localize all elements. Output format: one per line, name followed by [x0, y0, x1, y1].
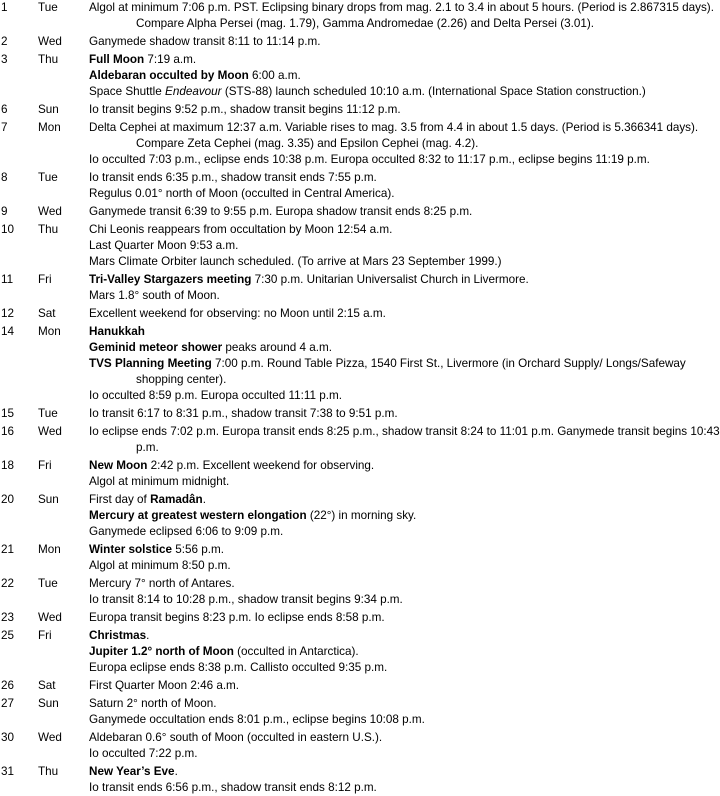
- day-row: [0, 458, 720, 490]
- day-row: [0, 52, 720, 100]
- event-entry: [89, 660, 720, 676]
- event-text: (22°) in morning sky.: [306, 509, 417, 522]
- event-entry: [89, 628, 720, 644]
- event-text: Europa transit begins 8:23 p.m. Io eclipse ends 8:58 p.m.: [89, 611, 385, 624]
- day-row: [0, 120, 720, 168]
- event-entry: [89, 780, 720, 796]
- day-number: 27: [1, 697, 15, 710]
- event-entry: [89, 388, 720, 404]
- event-highlight: Christmas: [89, 629, 147, 642]
- day-number: 12: [1, 307, 15, 320]
- event-entry: [89, 170, 720, 186]
- event-text: Delta Cephei at maximum 12:37 a.m. Variable rises to mag. 3.5 from 4.4 in about 1.5 days. (Period is 5.366341 days). Compare Zeta Cephei (mag. 3.35) and Epsilon Cephei (mag. 4.2).: [89, 121, 699, 150]
- event-text: 5:56 p.m.: [172, 543, 225, 556]
- event-entry: [89, 696, 720, 712]
- event-entry: [89, 0, 720, 32]
- event-list: [89, 0, 720, 32]
- event-entry: [89, 424, 720, 456]
- event-list: [89, 696, 720, 728]
- event-entry: [89, 306, 720, 322]
- day-number: 9: [1, 205, 8, 218]
- day-number: 10: [1, 223, 15, 236]
- event-list: [89, 764, 720, 796]
- event-entry: [89, 406, 720, 422]
- event-highlight: Jupiter 1.2° north of Moon: [89, 645, 234, 658]
- event-text: 7:00 p.m. Round Table Pizza, 1540 First St., Livermore (in Orchard Supply/ Longs/Safeway shopping center).: [136, 357, 686, 386]
- event-highlight: New Year’s Eve: [89, 765, 175, 778]
- event-text: First day of: [89, 493, 151, 506]
- day-row: [0, 424, 720, 456]
- day-of-week: Wed: [38, 611, 62, 624]
- event-highlight: Winter solstice: [89, 543, 173, 556]
- event-text: Space Shuttle: [89, 85, 166, 98]
- day-number: 22: [1, 577, 15, 590]
- day-row: [0, 102, 720, 118]
- event-list: [89, 730, 720, 762]
- event-text: First Quarter Moon 2:46 a.m.: [89, 679, 240, 692]
- day-number: 11: [1, 273, 14, 286]
- day-of-week: Tue: [38, 407, 58, 420]
- event-entry: [89, 52, 720, 68]
- event-text: .: [146, 629, 150, 642]
- event-entry: [89, 474, 720, 490]
- event-list: [89, 170, 720, 202]
- day-number: 8: [1, 171, 8, 184]
- event-entry: [89, 678, 720, 694]
- event-text: Io transit ends 6:56 p.m., shadow transit ends 8:12 p.m.: [89, 781, 377, 794]
- event-entry: [89, 746, 720, 762]
- event-text: Io transit begins 9:52 p.m., shadow transit begins 11:12 p.m.: [89, 103, 401, 116]
- day-row: [0, 34, 720, 50]
- day-row: [0, 678, 720, 694]
- event-entry: [89, 764, 720, 780]
- event-entry: [89, 592, 720, 608]
- event-entry: [89, 524, 720, 540]
- event-text: 7:19 a.m.: [144, 53, 197, 66]
- day-row: [0, 406, 720, 422]
- event-highlight: Tri-Valley Stargazers meeting: [89, 273, 252, 286]
- day-row: [0, 696, 720, 728]
- event-entry: [89, 542, 720, 558]
- event-highlight: Ramadân: [150, 493, 203, 506]
- day-number: 16: [1, 425, 15, 438]
- day-of-week: Mon: [38, 325, 61, 338]
- event-text: .: [202, 493, 206, 506]
- day-row: [0, 222, 720, 270]
- day-of-week: Sat: [38, 307, 56, 320]
- event-entry: [89, 272, 720, 288]
- event-list: [89, 406, 720, 422]
- event-entry: [89, 68, 720, 84]
- event-text: Io occulted 7:22 p.m.: [89, 747, 198, 760]
- day-of-week: Mon: [38, 543, 61, 556]
- day-of-week: Tue: [38, 1, 58, 14]
- day-row: [0, 764, 720, 796]
- event-text: 6:00 a.m.: [248, 69, 301, 82]
- event-text: Io transit ends 6:35 p.m., shadow transit ends 7:55 p.m.: [89, 171, 377, 184]
- event-text: Algol at minimum 7:06 p.m. PST. Eclipsing binary drops from mag. 2.1 to 3.4 in about 5 hours. (Period is 2.867315 days). Compare Alpha Persei (mag. 1.79), Gamma Andromedae (2.26) and Delta Persei (3.01).: [89, 1, 714, 30]
- day-of-week: Thu: [38, 223, 59, 236]
- event-text: Ganymede eclipsed 6:06 to 9:09 p.m.: [89, 525, 284, 538]
- event-entry: [89, 610, 720, 626]
- event-list: [89, 628, 720, 676]
- day-of-week: Mon: [38, 121, 61, 134]
- event-entry: [89, 492, 720, 508]
- event-highlight: Mercury at greatest western elongation: [89, 509, 307, 522]
- event-highlight: Aldebaran occulted by Moon: [89, 69, 249, 82]
- event-text: Io eclipse ends 7:02 p.m. Europa transit ends 8:25 p.m., shadow transit 8:24 to 11:01 p.m. Ganymede transit begins 10:43 p.m.: [89, 425, 720, 454]
- day-number: 15: [1, 407, 15, 420]
- day-row: [0, 272, 720, 304]
- event-highlight: Geminid meteor shower: [89, 341, 223, 354]
- event-entry: [89, 222, 720, 238]
- day-row: [0, 204, 720, 220]
- event-list: [89, 610, 720, 626]
- day-number: 23: [1, 611, 15, 624]
- event-text: peaks around 4 a.m.: [222, 341, 332, 354]
- event-entry: [89, 254, 720, 270]
- day-of-week: Fri: [38, 629, 52, 642]
- event-text: Ganymede shadow transit 8:11 to 11:14 p.m.: [89, 35, 321, 48]
- event-text: Mars 1.8° south of Moon.: [89, 289, 220, 302]
- event-entry: [89, 558, 720, 574]
- event-entry: [89, 644, 720, 660]
- event-list: [89, 222, 720, 270]
- event-text: Europa eclipse ends 8:38 p.m. Callisto occulted 9:35 p.m.: [89, 661, 388, 674]
- day-number: 7: [1, 121, 8, 134]
- event-highlight: TVS Planning Meeting: [89, 357, 212, 370]
- event-list: [89, 120, 720, 168]
- event-text: Chi Leonis reappears from occultation by Moon 12:54 a.m.: [89, 223, 393, 236]
- event-text: .: [174, 765, 178, 778]
- day-of-week: Sat: [38, 679, 56, 692]
- event-list: [89, 458, 720, 490]
- event-list: [89, 678, 720, 694]
- event-text: Regulus 0.01° north of Moon (occulted in Central America).: [89, 187, 395, 200]
- day-of-week: Tue: [38, 577, 58, 590]
- event-text: Ganymede occultation ends 8:01 p.m., eclipse begins 10:08 p.m.: [89, 713, 425, 726]
- day-row: [0, 170, 720, 202]
- event-highlight: Hanukkah: [89, 325, 145, 338]
- day-of-week: Sun: [38, 103, 59, 116]
- event-entry: [89, 238, 720, 254]
- event-text: Mercury 7° north of Antares.: [89, 577, 235, 590]
- event-list: [89, 576, 720, 608]
- event-list: [89, 52, 720, 100]
- event-entry: [89, 340, 720, 356]
- event-text: Io occulted 7:03 p.m., eclipse ends 10:38 p.m. Europa occulted 8:32 to 11:17 p.m., eclipse begins 11:19 p.m.: [89, 153, 650, 166]
- event-text: Saturn 2° north of Moon.: [89, 697, 217, 710]
- event-text: Io transit 6:17 to 8:31 p.m., shadow transit 7:38 to 9:51 p.m.: [89, 407, 398, 420]
- event-list: [89, 324, 720, 404]
- day-row: [0, 628, 720, 676]
- event-list: [89, 272, 720, 304]
- event-text: Algol at minimum midnight.: [89, 475, 230, 488]
- event-list: [89, 204, 720, 220]
- event-list: [89, 306, 720, 322]
- day-of-week: Fri: [38, 273, 52, 286]
- event-entry: [89, 152, 720, 168]
- day-of-week: Tue: [38, 171, 58, 184]
- event-entry: [89, 204, 720, 220]
- day-number: 1: [1, 1, 8, 14]
- event-text: Mars Climate Orbiter launch scheduled. (To arrive at Mars 23 September 1999.): [89, 255, 502, 268]
- day-row: [0, 0, 720, 32]
- event-entry: [89, 508, 720, 524]
- day-row: [0, 306, 720, 322]
- event-text: Excellent weekend for observing: no Moon until 2:15 a.m.: [89, 307, 386, 320]
- event-entry: [89, 712, 720, 728]
- day-row: [0, 730, 720, 762]
- event-entry: [89, 34, 720, 50]
- day-number: 3: [1, 53, 8, 66]
- day-number: 14: [1, 325, 15, 338]
- day-row: [0, 542, 720, 574]
- event-entry: [89, 288, 720, 304]
- day-number: 20: [1, 493, 15, 506]
- day-number: 30: [1, 731, 15, 744]
- day-number: 31: [1, 765, 15, 778]
- day-of-week: Wed: [38, 731, 62, 744]
- event-entry: [89, 102, 720, 118]
- event-highlight: New Moon: [89, 459, 148, 472]
- day-of-week: Fri: [38, 459, 52, 472]
- event-text: Io occulted 8:59 p.m. Europa occulted 11:11 p.m.: [89, 389, 342, 402]
- event-text: (STS-88) launch scheduled 10:10 a.m. (International Space Station construction.): [221, 85, 646, 98]
- day-row: [0, 324, 720, 404]
- event-text: Io transit 8:14 to 10:28 p.m., shadow transit begins 9:34 p.m.: [89, 593, 403, 606]
- day-number: 26: [1, 679, 15, 692]
- day-number: 18: [1, 459, 15, 472]
- day-number: 2: [1, 35, 8, 48]
- day-of-week: Sun: [38, 697, 59, 710]
- day-of-week: Thu: [38, 765, 59, 778]
- event-text: (occulted in Antarctica).: [233, 645, 359, 658]
- day-of-week: Wed: [38, 425, 62, 438]
- event-entry: [89, 120, 720, 152]
- event-list: [89, 492, 720, 540]
- event-entry: [89, 458, 720, 474]
- day-row: [0, 610, 720, 626]
- event-entry: [89, 186, 720, 202]
- day-of-week: Sun: [38, 493, 59, 506]
- event-entry: [89, 324, 720, 340]
- day-of-week: Thu: [38, 53, 59, 66]
- event-list: [89, 424, 720, 456]
- day-row: [0, 492, 720, 540]
- event-highlight: Full Moon: [89, 53, 145, 66]
- event-text: 2:42 p.m. Excellent weekend for observing.: [147, 459, 375, 472]
- day-number: 25: [1, 629, 15, 642]
- event-text: Ganymede transit 6:39 to 9:55 p.m. Europa shadow transit ends 8:25 p.m.: [89, 205, 473, 218]
- day-number: 6: [1, 103, 8, 116]
- event-entry: [89, 576, 720, 592]
- day-number: 21: [1, 543, 15, 556]
- day-of-week: Wed: [38, 205, 62, 218]
- event-list: [89, 542, 720, 574]
- event-text: Algol at minimum 8:50 p.m.: [89, 559, 231, 572]
- event-entry: [89, 84, 720, 100]
- event-list: [89, 102, 720, 118]
- event-text: Aldebaran 0.6° south of Moon (occulted in eastern U.S.).: [89, 731, 383, 744]
- event-entry: [89, 730, 720, 746]
- event-text: Last Quarter Moon 9:53 a.m.: [89, 239, 239, 252]
- event-text: 7:30 p.m. Unitarian Universalist Church in Livermore.: [251, 273, 529, 286]
- day-row: [0, 576, 720, 608]
- event-list: [89, 34, 720, 50]
- event-emphasis: Endeavour: [165, 85, 222, 98]
- day-of-week: Wed: [38, 35, 62, 48]
- event-entry: [89, 356, 720, 388]
